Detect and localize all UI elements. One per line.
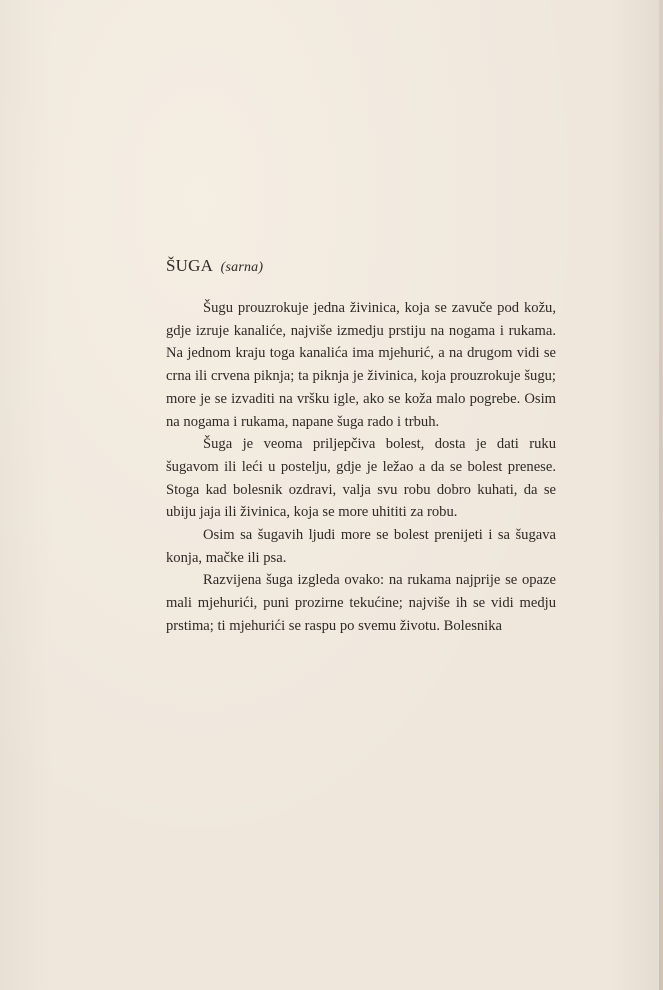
chapter-heading [166,256,263,276]
paragraph: Šugu prouzrokuje jedna živinica, koja se zavuče pod kožu, gdje izruje kanaliće, najviše izmedju prstiju na nogama i rukama. Na jednom kraju toga kanalića ima mjehurić, a na drugom vidi se crna ili crvena piknja; ta piknja je živinica, koja prouzrokuje šugu; more je se izvaditi na vršku igle, ako se koža malo pogrebe. Osim na nogama i rukama, napane šuga rado i trbuh. [166,300,556,430]
heading-subtitle: (sarna) [220,260,264,275]
page-edge [659,0,663,990]
paragraph: Razvijena šuga izgleda ovako: na rukama najprije se opaze mali mjehurići, puni prozirne tekućine; najviše ih se vidi medju prstima; ti mjehurići se raspu po svemu životu. Bolesnika [166,572,556,634]
heading-title: ŠUGA [166,256,213,275]
paragraph: Osim sa šugavih ljudi more se bolest prenijeti i sa šugava konja, mačke ili psa. [166,527,556,566]
body-text [166,297,556,638]
paragraph: Šuga je veoma priljepčiva bolest, dosta je dati ruku šugavom ili leći u postelju, gdje je ležao a da se bolest prenese. Stoga kad bolesnik ozdravi, valja svu robu dobro kuhati, da se ubiju jaja ili živinica, koja se more uhititi za robu. [166,436,556,521]
